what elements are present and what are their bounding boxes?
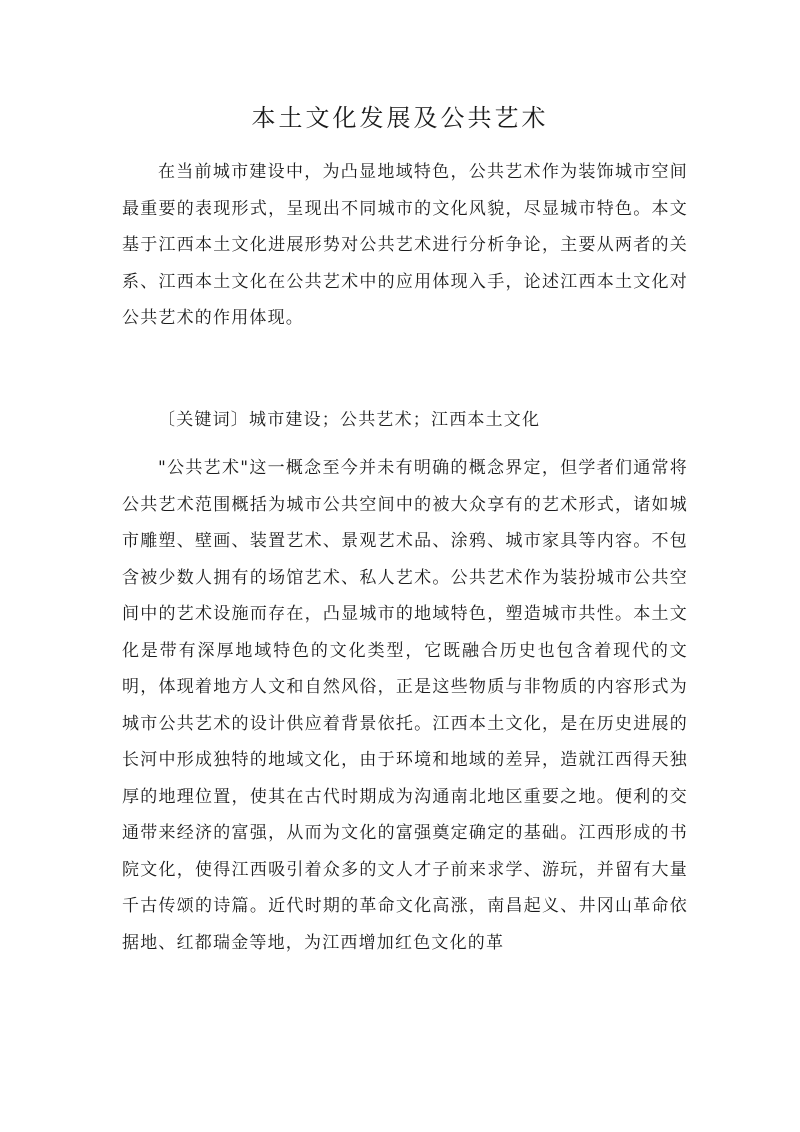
- body-paragraph: "公共艺术"这一概念至今并未有明确的概念界定，但学者们通常将公共艺术范围概括为城市公共空间中的被大众享有的艺术形式，诸如城市雕塑、壁画、装置艺术、景观艺术品、涂鸦、城市家具等内容。不包含被少数人拥有的场馆艺术、私人艺术。公共艺术作为装扮城市公共空间中的艺术设施而存在，凸显城市的地域特色，塑造城市共性。本土文化是带有深厚地域特色的文化类型，它既融合历史也包含着现代的文明，体现着地方人文和自然风俗，正是这些物质与非物质的内容形式为城市公共艺术的设计供应着背景依托。江西本土文化，是在历史进展的长河中形成独特的地域文化，由于环境和地域的差异，造就江西得天独厚的地理位置，使其在古代时期成为沟通南北地区重要之地。便利的交通带来经济的富强，从而为文化的富强奠定确定的基础。江西形成的书院文化，使得江西吸引着众多的文人才子前来求学、游玩，并留有大量千古传颂的诗篇。近代时期的革命文化高涨，南昌起义、井冈山革命依据地、红都瑞金等地，为江西增加红色文化的革: [122, 458, 688, 953]
- abstract-paragraph: 在当前城市建设中，为凸显地域特色，公共艺术作为装饰城市空间最重要的表现形式，呈现出不同城市的文化风貌，尽显城市特色。本文基于江西本土文化进展形势对公共艺术进行分析争论，主要从两者的关系、江西本土文化在公共艺术中的应用体现入手，论述江西本土文化对公共艺术的作用体现。: [122, 162, 688, 328]
- document-title: 本土文化发展及公共艺术: [251, 104, 549, 132]
- keywords-line: 〔关键词〕城市建设；公共艺术；江西本土文化: [158, 410, 541, 430]
